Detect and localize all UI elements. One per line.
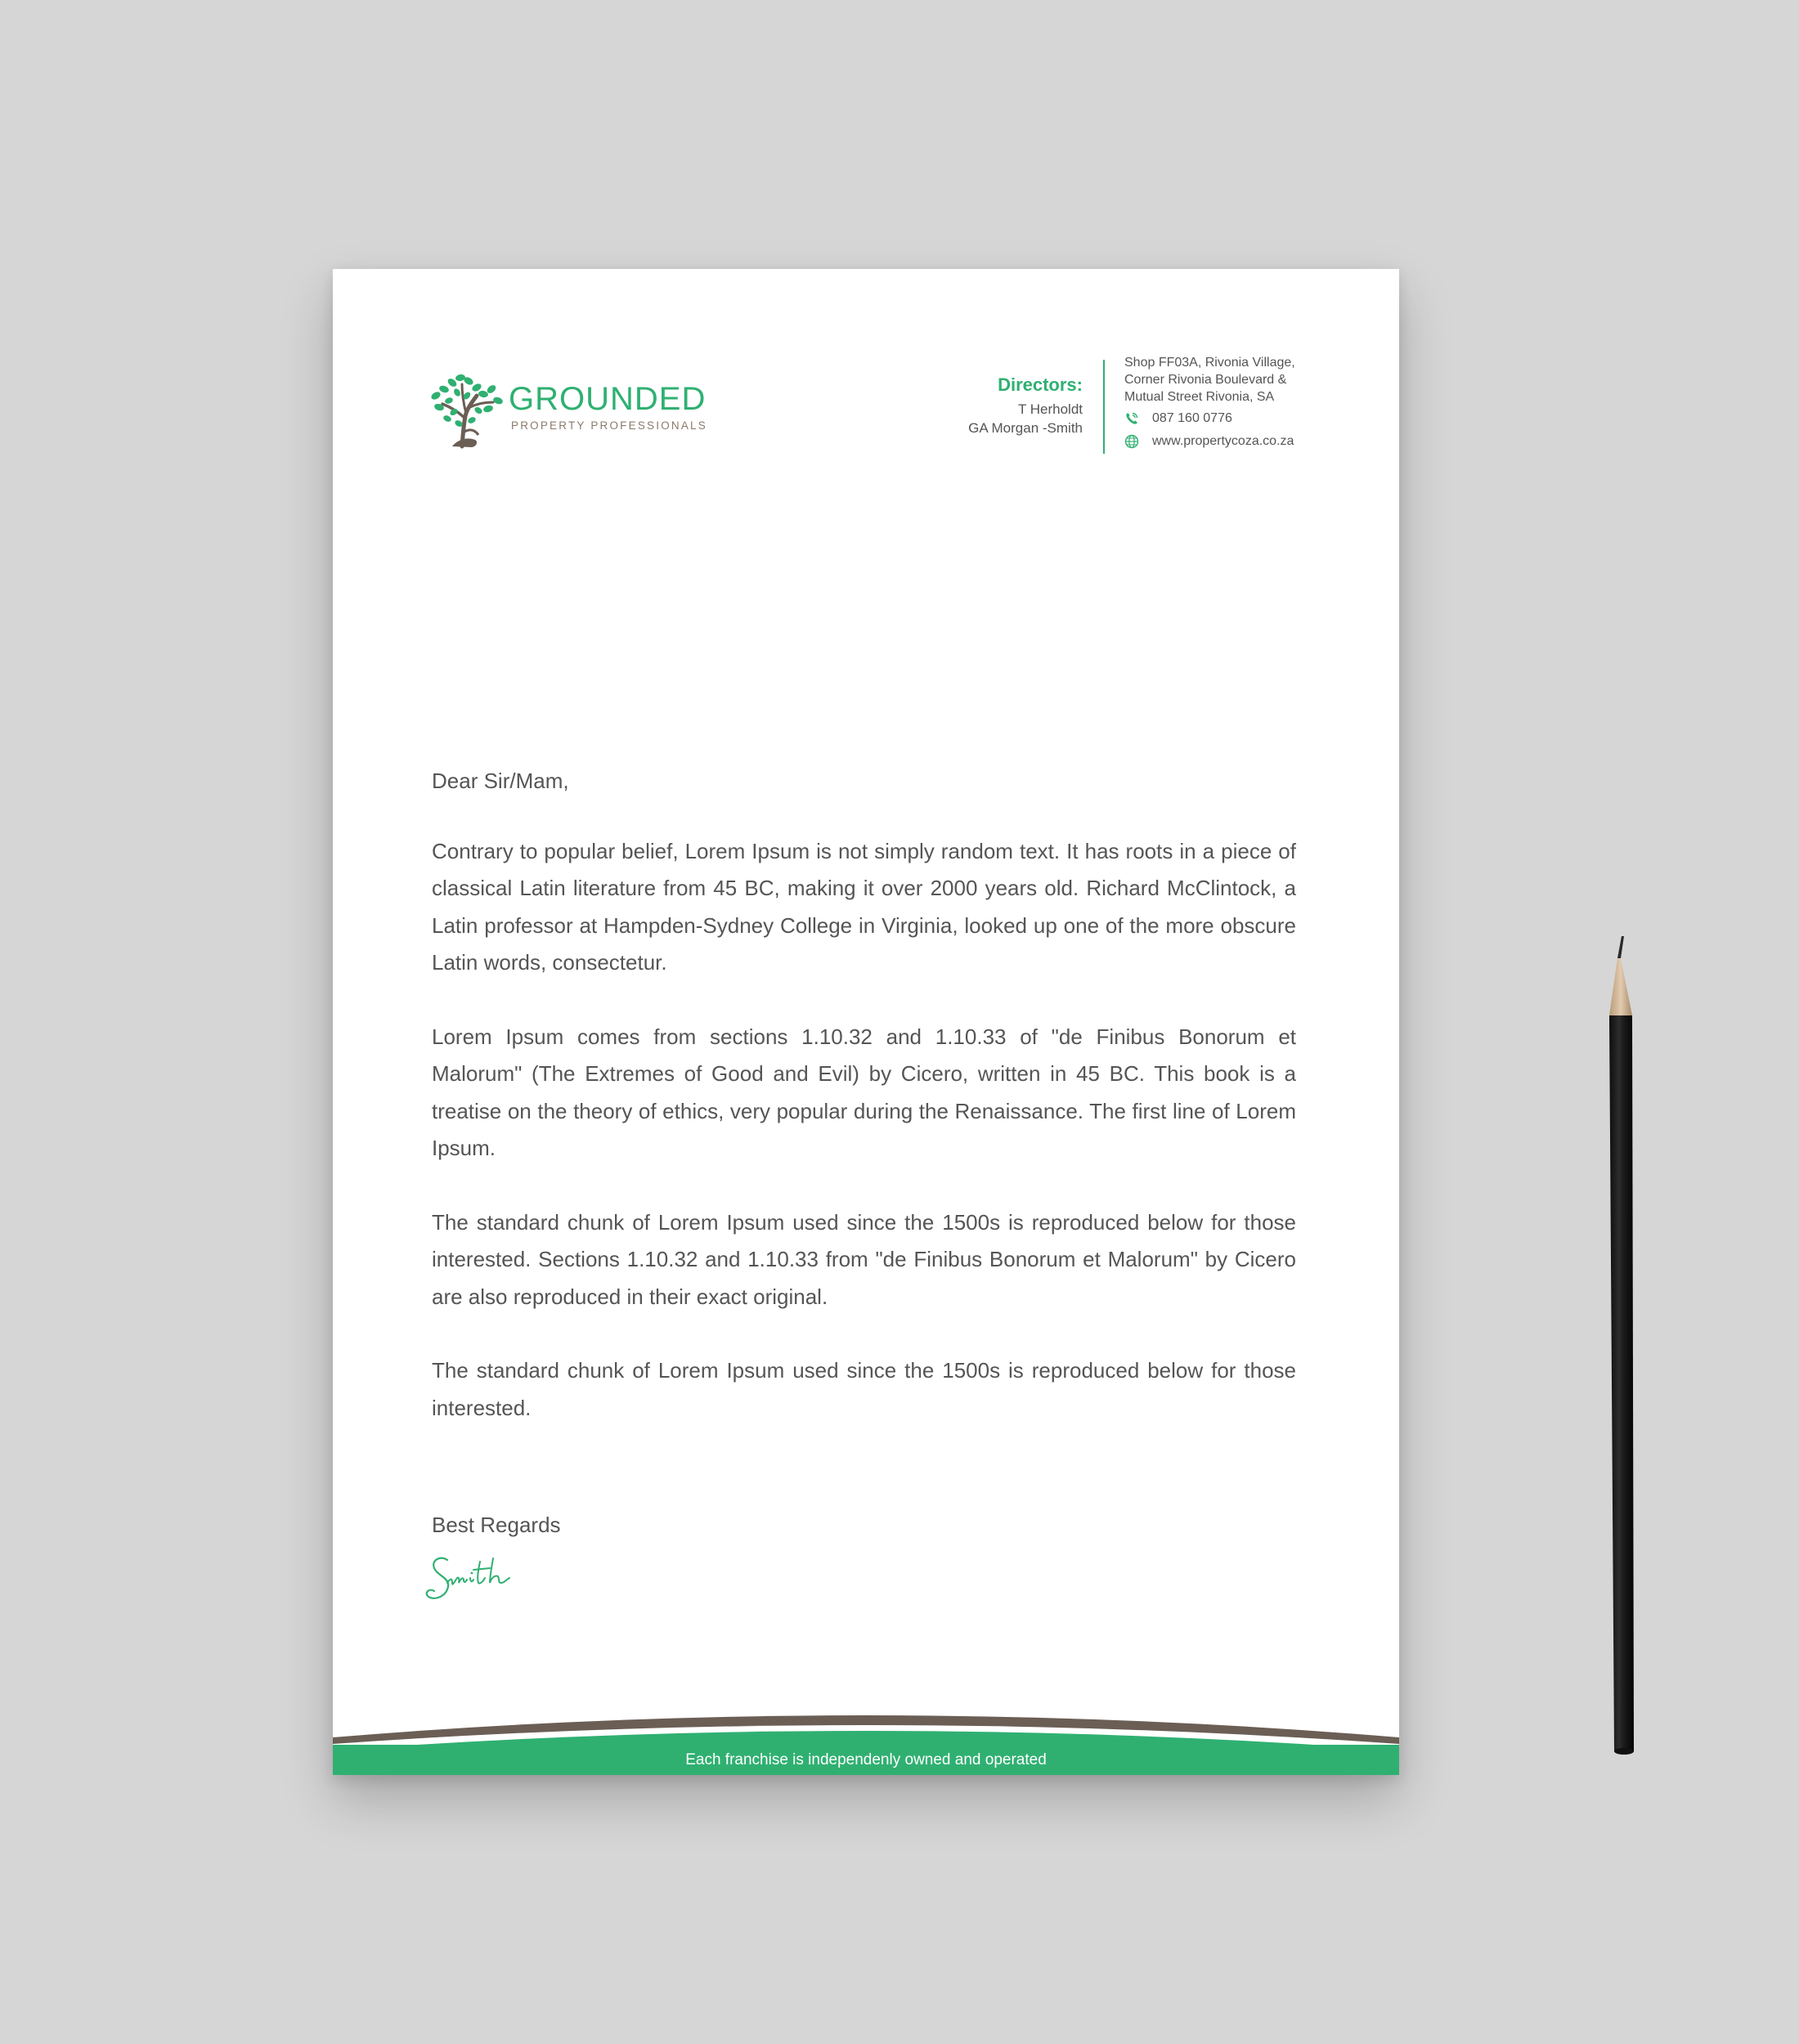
director-name: T Herholdt: [1017, 401, 1083, 417]
company-tagline: PROPERTY PROFESSIONALS: [511, 419, 707, 432]
closing: Best Regards: [432, 1513, 561, 1537]
salutation: Dear Sir/Mam,: [432, 769, 569, 793]
pencil-decoration: [1601, 934, 1650, 1759]
address-line: Corner Rivonia Boulevard &: [1124, 372, 1287, 387]
website-row: [1124, 432, 1295, 451]
tree-logo-icon: [429, 371, 505, 453]
contact-block: [1124, 355, 1295, 451]
footer-band: Each franchise is independenly owned and operated: [333, 1745, 1399, 1775]
header-divider: [1103, 360, 1105, 454]
body-paragraph: The standard chunk of Lorem Ipsum used since the 1500s is reproduced below for those interested. Sections 1.10.32 and 1.10.33 from "de Finibus Bonorum et Malorum" by Cicero are also reproduced in their exact original.: [432, 1209, 1296, 1309]
director-name: GA Morgan -Smith: [968, 419, 1083, 436]
signature: [423, 1550, 529, 1611]
directors-title: Directors:: [998, 374, 1083, 395]
company-name: GROUNDED: [509, 381, 707, 417]
company-logo: [429, 371, 724, 453]
body-paragraph: Contrary to popular belief, Lorem Ipsum is not simply random text. It has roots in a piece of classical Latin literature from 45 BC, making it over 2000 years old. Richard McClintock, a Latin professor at Hampden-Sydney College in Virginia, looked up one of the more obscure Latin words, consectetur.: [432, 838, 1296, 975]
phone-icon: [1124, 411, 1139, 426]
globe-icon: [1124, 434, 1139, 449]
letter-body: [432, 763, 1296, 1464]
body-paragraph: The standard chunk of Lorem Ipsum used since the 1500s is reproduced below for those interested.: [432, 1358, 1296, 1420]
letterhead-sheet: [333, 269, 1399, 1775]
directors-block: [968, 373, 1083, 438]
phone-number: 087 160 0776: [1152, 411, 1232, 426]
body-paragraph: Lorem Ipsum comes from sections 1.10.32 and 1.10.33 of "de Finibus Bonorum et Malorum" (The Extremes of Good and Evil) by Cicero, written in 45 BC. This book is a treatise on the theory of ethics, very popular during the Renaissance. The first line of Lorem Ipsum.: [432, 1024, 1296, 1160]
website-url[interactable]: www.propertycoza.co.za: [1152, 434, 1294, 449]
address-line: Mutual Street Rivonia, SA: [1124, 389, 1275, 404]
address-line: Shop FF03A, Rivonia Village,: [1124, 356, 1295, 370]
phone-row: [1124, 409, 1295, 428]
